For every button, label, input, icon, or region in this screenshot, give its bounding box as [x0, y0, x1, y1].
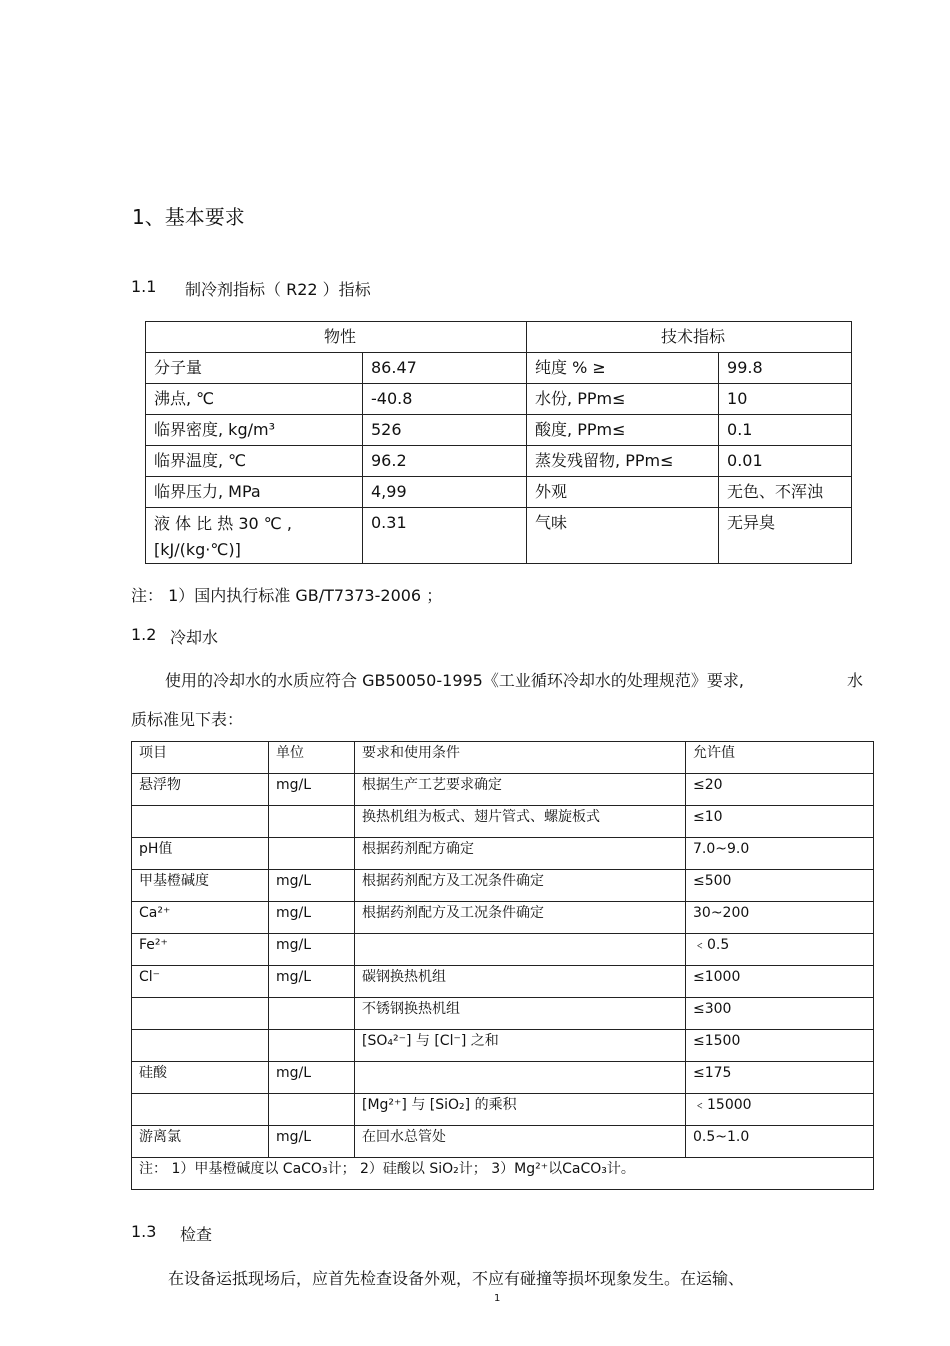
table-cell: mg/L	[269, 902, 355, 934]
table-cell: ﹤0.5	[686, 934, 874, 966]
table-cell: ≤20	[686, 774, 874, 806]
table-row	[146, 508, 852, 564]
table-cell: 气味	[527, 508, 719, 564]
table-cell: 0.31	[363, 508, 527, 564]
table-cell	[269, 838, 355, 870]
table-row	[132, 1126, 874, 1158]
table-row	[132, 838, 874, 870]
table-cell: ﹤15000	[686, 1094, 874, 1126]
table-cell: Cl⁻	[132, 966, 269, 998]
table-header-cell: 要求和使用条件	[355, 742, 686, 774]
table-cell: Ca²⁺	[132, 902, 269, 934]
table-cell	[132, 806, 269, 838]
table-note-row	[132, 1158, 874, 1190]
subsection-1-1-number: 1.1	[131, 277, 157, 296]
table-cell: 根据药剂配方及工况条件确定	[355, 870, 686, 902]
table-cell: mg/L	[269, 1126, 355, 1158]
table-cell	[269, 1030, 355, 1062]
table-cell: 30~200	[686, 902, 874, 934]
table-cell: 根据生产工艺要求确定	[355, 774, 686, 806]
table-cell: 7.0~9.0	[686, 838, 874, 870]
table-cell: 碳钢换热机组	[355, 966, 686, 998]
table-cell	[132, 1094, 269, 1126]
table-cell: 10	[719, 384, 852, 415]
table-row	[132, 902, 874, 934]
table-cell: 悬浮物	[132, 774, 269, 806]
table-cell: ≤1000	[686, 966, 874, 998]
table-cell: 游离氯	[132, 1126, 269, 1158]
table-cell: ≤500	[686, 870, 874, 902]
table-row	[132, 870, 874, 902]
table-cell	[269, 998, 355, 1030]
table-row	[132, 966, 874, 998]
table-cell: 0.01	[719, 446, 852, 477]
cooling-water-table	[131, 741, 874, 1190]
table-row	[132, 1030, 874, 1062]
table-cell: [Mg²⁺] 与 [SiO₂] 的乘积	[355, 1094, 686, 1126]
table-cell: Fe²⁺	[132, 934, 269, 966]
table-cell: mg/L	[269, 966, 355, 998]
table-cell: 酸度, PPm≤	[527, 415, 719, 446]
table-header-row	[132, 742, 874, 774]
subsection-1-2-title: 冷却水	[170, 628, 219, 647]
table-cell: 液 体 比 热 30 ℃ , [kJ/(kg·℃)]	[146, 508, 363, 564]
table-cell: 0.5~1.0	[686, 1126, 874, 1158]
refrigerant-spec-table	[145, 321, 852, 564]
table-cell: 硅酸	[132, 1062, 269, 1094]
table-cell: 根据药剂配方确定	[355, 838, 686, 870]
table-header-cell: 项目	[132, 742, 269, 774]
table-cell: [SO₄²⁻] 与 [Cl⁻] 之和	[355, 1030, 686, 1062]
table-row	[146, 446, 852, 477]
table-row	[146, 415, 852, 446]
paragraph-line-end: 水	[847, 671, 864, 690]
table-cell	[132, 1030, 269, 1062]
table-row	[132, 1062, 874, 1094]
table-cell: 临界密度, kg/m³	[146, 415, 363, 446]
table-header-row	[146, 322, 852, 353]
paragraph-line: 质标准见下表：	[131, 710, 244, 729]
table-cell: 526	[363, 415, 527, 446]
table-note-cell: 注： 1）甲基橙碱度以 CaCO₃计； 2）硅酸以 SiO₂计； 3）Mg²⁺以CaCO₃计。	[132, 1158, 874, 1190]
table-cell: 在回水总管处	[355, 1126, 686, 1158]
table-cell: 96.2	[363, 446, 527, 477]
table-cell	[269, 1094, 355, 1126]
table-cell	[355, 1062, 686, 1094]
table-cell: 临界压力, MPa	[146, 477, 363, 508]
table-cell: 纯度 % ≥	[527, 353, 719, 384]
table-header-cell: 单位	[269, 742, 355, 774]
table-cell: 0.1	[719, 415, 852, 446]
table-header-cell: 允许值	[686, 742, 874, 774]
table-cell	[132, 998, 269, 1030]
table-note: 注： 1）国内执行标准 GB/T7373-2006 ；	[131, 586, 443, 605]
table-cell: 临界温度, ℃	[146, 446, 363, 477]
table-row	[146, 353, 852, 384]
page-number: 1	[494, 1293, 501, 1304]
table-cell: ≤10	[686, 806, 874, 838]
subsection-1-3-number: 1.3	[131, 1222, 157, 1241]
table-cell: 无异臭	[719, 508, 852, 564]
table-cell: mg/L	[269, 934, 355, 966]
table-cell: mg/L	[269, 870, 355, 902]
table-cell: 蒸发残留物, PPm≤	[527, 446, 719, 477]
table-header-cell: 物性	[146, 322, 527, 353]
table-cell	[355, 934, 686, 966]
table-cell: 无色、不浑浊	[719, 477, 852, 508]
table-cell: 不锈钢换热机组	[355, 998, 686, 1030]
subsection-1-3-title: 检查	[180, 1225, 213, 1244]
table-row	[146, 384, 852, 415]
table-row	[132, 806, 874, 838]
paragraph-line: 使用的冷却水的水质应符合 GB50050-1995《工业循环冷却水的处理规范》要求,	[165, 671, 744, 690]
table-cell: 沸点, ℃	[146, 384, 363, 415]
table-cell: 换热机组为板式、翅片管式、螺旋板式	[355, 806, 686, 838]
subsection-1-1-title: 制冷剂指标（ R22 ）指标	[185, 280, 371, 299]
table-cell: 86.47	[363, 353, 527, 384]
table-cell: 根据药剂配方及工况条件确定	[355, 902, 686, 934]
table-cell: ≤175	[686, 1062, 874, 1094]
subsection-1-2-number: 1.2	[131, 625, 157, 644]
table-header-cell: 技术指标	[527, 322, 852, 353]
table-row	[146, 477, 852, 508]
table-cell: mg/L	[269, 774, 355, 806]
section-heading: 1、基本要求	[132, 205, 245, 229]
table-cell: mg/L	[269, 1062, 355, 1094]
paragraph-line: 在设备运抵现场后，应首先检查设备外观，不应有碰撞等损坏现象发生。在运输、	[168, 1269, 745, 1288]
table-cell: 甲基橙碱度	[132, 870, 269, 902]
table-cell: -40.8	[363, 384, 527, 415]
table-cell: 外观	[527, 477, 719, 508]
table-row	[132, 934, 874, 966]
table-row	[132, 998, 874, 1030]
table-cell: pH值	[132, 838, 269, 870]
table-row	[132, 1094, 874, 1126]
table-row	[132, 774, 874, 806]
table-cell: 99.8	[719, 353, 852, 384]
table-cell: 分子量	[146, 353, 363, 384]
table-cell: 4,99	[363, 477, 527, 508]
table-cell: ≤1500	[686, 1030, 874, 1062]
table-cell: ≤300	[686, 998, 874, 1030]
table-cell	[269, 806, 355, 838]
table-cell: 水份, PPm≤	[527, 384, 719, 415]
